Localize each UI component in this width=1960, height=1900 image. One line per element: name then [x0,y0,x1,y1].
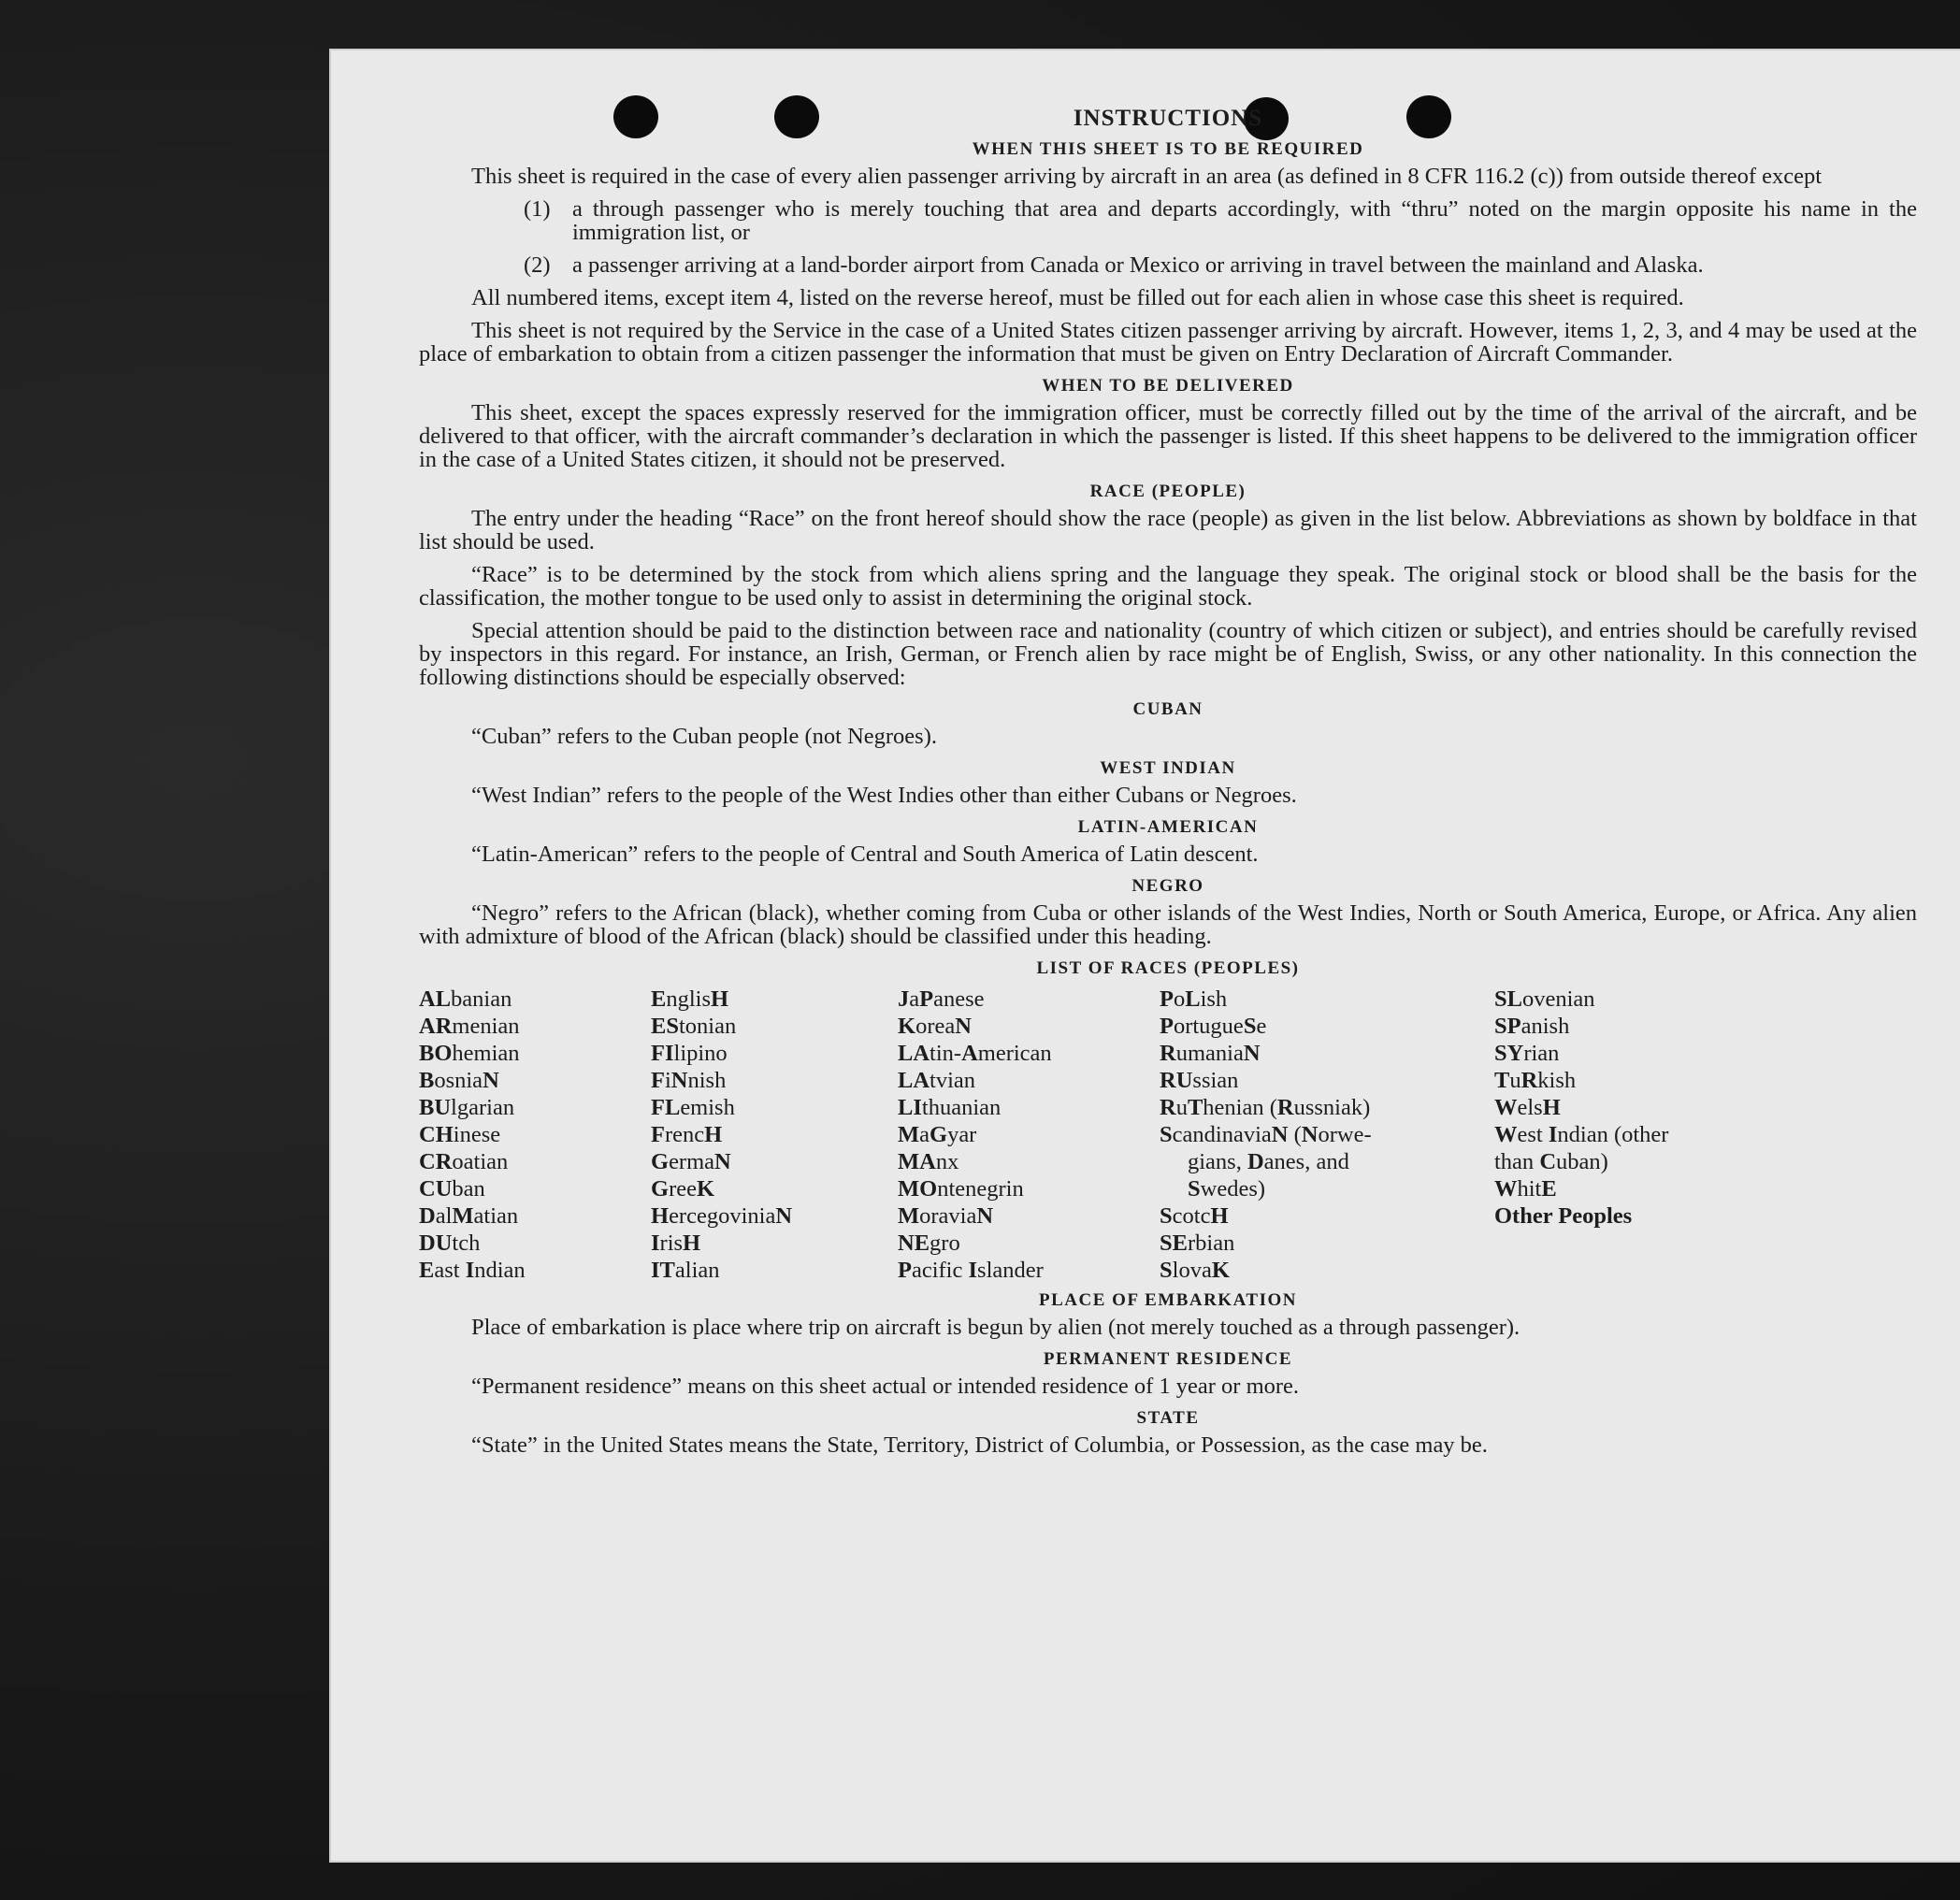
race-entry: RUssian [1160,1068,1239,1093]
race-entry: CRoatian [419,1149,509,1174]
paragraph: “Latin-American” refers to the people of Central and South America of Latin descent. [471,842,1259,867]
section-heading-west-indian: WEST INDIAN [1100,758,1236,778]
race-entry: MoraviaN [898,1203,994,1229]
race-entry: RumaniaN [1160,1041,1261,1066]
section-heading-races-list: LIST OF RACES (PEOPLES) [1036,958,1300,978]
race-entry: CHinese [419,1122,501,1147]
race-entry: BOhemian [419,1041,520,1066]
race-entry: FIlipino [651,1041,728,1066]
race-entry: BosniaN [419,1068,499,1093]
race-entry: KoreaN [898,1014,972,1039]
list-text: a through passenger who is merely touching that area and departs accordingly, with “thru” noted on the margin opposite his name in the immigration list, or [572,196,1917,245]
section-heading-negro: NEGRO [1131,876,1204,896]
race-entry: GreeK [651,1176,715,1202]
race-entry: West Indian (other [1494,1122,1669,1147]
race-entry: SlovaK [1160,1258,1230,1283]
paragraph: This sheet, except the spaces expressly reserved for the immigration officer, must be correctly filled out by the time of the arrival of the aircraft, and be delivered to that officer, with the aircraft commander’s declaration in which the passenger is listed. If this sheet happens to be delivered to the immigration officer in the case of a United States citizen, it should not be preserved. [419,400,1917,472]
paragraph: “Race” is to be determined by the stock from which aliens spring and the language they speak. The original stock or blood shall be the basis for the classification, the mother tongue to be used only to assist in determining the original stock. [419,562,1917,611]
races-list [419,986,1917,1284]
race-entry: JaPanese [898,986,985,1012]
section-heading-when-required: WHEN THIS SHEET IS TO BE REQUIRED [972,139,1364,159]
race-entry: EnglisH [651,986,729,1012]
instructions-body [419,105,1917,1466]
race-entry: DalMatian [419,1203,519,1229]
race-entry: ARmenian [419,1014,520,1039]
race-entry: IrisH [651,1231,701,1256]
race-entry: PortugueSe [1160,1014,1267,1039]
races-column [1160,986,1494,1284]
section-heading-state: STATE [1136,1408,1200,1428]
race-entry: LAtvian [898,1068,976,1093]
race-entry: MAnx [898,1149,959,1174]
list-number: (1) [524,196,551,222]
races-column [651,986,898,1284]
race-entry: MaGyar [898,1122,977,1147]
paragraph: “West Indian” refers to the people of the West Indies other than either Cubans or Negroes. [471,783,1297,808]
race-entry: Pacific Islander [898,1258,1044,1283]
race-entry: LIthuanian [898,1095,1002,1120]
paragraph: Place of embarkation is place where trip on aircraft is begun by alien (not merely touched as a through passenger). [471,1315,1520,1340]
race-entry: FrencH [651,1122,723,1147]
race-entry: FiNnish [651,1068,727,1093]
paragraph: This sheet is not required by the Service in the case of a United States citizen passenger arriving by aircraft. However, items 1, 2, 3, and 4 may be used at the place of embarkation to obtain from a citizen passenger the information that must be given on Entry Declaration of Aircraft Commander. [419,318,1917,367]
paragraph: This sheet is required in the case of every alien passenger arriving by aircraft in an area (as defined in 8 CFR 116.2 (c)) from outside thereof except [471,164,1823,189]
races-column [898,986,1160,1284]
race-entry: WhitE [1494,1176,1557,1202]
race-entry: HercegoviniaN [651,1203,793,1229]
race-entry: Swedes) [1188,1176,1266,1202]
section-heading-race: RACE (PEOPLE) [1089,482,1247,501]
race-entry: EStonian [651,1014,737,1039]
race-entry: ScotcH [1160,1203,1229,1229]
race-entry: gians, Danes, and [1188,1149,1349,1174]
race-entry: ALbanian [419,986,512,1012]
section-heading-cuban: CUBAN [1132,699,1203,719]
section-heading-residence: PERMANENT RESIDENCE [1043,1349,1293,1369]
paragraph: “Negro” refers to the African (black), whether coming from Cuba or other islands of the West Indies, North or South America, Europe, or Africa. Any alien with admixture of blood of the African (black) should be classified under this heading. [419,900,1917,949]
race-entry: BUlgarian [419,1095,515,1120]
section-heading-latin-american: LATIN-AMERICAN [1077,817,1259,837]
paragraph: “Cuban” refers to the Cuban people (not Negroes). [471,724,937,749]
race-entry: SYrian [1494,1041,1560,1066]
race-entry: GermaN [651,1149,731,1174]
races-column [1494,986,1917,1284]
race-entry: SPanish [1494,1014,1570,1039]
section-heading-embarkation: PLACE OF EMBARKATION [1039,1290,1297,1310]
race-entry: LAtin-American [898,1041,1052,1066]
race-entry: NEgro [898,1231,960,1256]
race-entry: ITalian [651,1258,720,1283]
race-entry: TuRkish [1494,1068,1577,1093]
race-entry: than Cuban) [1494,1149,1608,1174]
list-item [524,253,1917,277]
races-column [419,986,651,1284]
list-item [524,197,1917,244]
list-number: (2) [524,252,551,278]
paragraph: Special attention should be paid to the distinction between race and nationality (country of which citizen or subject), and entries should be carefully revised by inspectors in this regard. For instance, an Irish, German, or French alien by race might be of English, Swiss, or any other nationality. In this connection the following distinctions should be especially observed: [419,618,1917,690]
race-entry: PoLish [1160,986,1228,1012]
race-entry: MOntenegrin [898,1176,1024,1202]
race-entry: Other Peoples [1494,1203,1633,1229]
paragraph: All numbered items, except item 4, listed on the reverse hereof, must be filled out for each alien in whose case this sheet is required. [471,285,1684,310]
race-entry: FLemish [651,1095,735,1120]
race-entry: ScandinaviaN (Norwe- [1160,1122,1372,1147]
race-entry: SErbian [1160,1231,1235,1256]
paragraph: “Permanent residence” means on this sheet actual or intended residence of 1 year or more. [471,1374,1300,1399]
race-entry: CUban [419,1176,485,1202]
paragraph: The entry under the heading “Race” on the front hereof should show the race (people) as given in the list below. Abbreviations as shown by boldface in that list should be used. [419,506,1917,554]
race-entry: DUtch [419,1231,481,1256]
page-title: INSTRUCTIONS [1073,106,1263,131]
document-page [329,49,1960,1863]
paragraph: “State” in the United States means the State, Territory, District of Columbia, or Possession, as the case may be. [471,1432,1488,1458]
race-entry: RuThenian (Russniak) [1160,1095,1371,1120]
section-heading-when-delivered: WHEN TO BE DELIVERED [1042,376,1294,396]
race-entry: East Indian [419,1258,526,1283]
list-text: a passenger arriving at a land-border airport from Canada or Mexico or arriving in travel between the mainland and Alaska. [572,252,1704,278]
race-entry: WelsH [1494,1095,1561,1120]
race-entry: SLovenian [1494,986,1595,1012]
